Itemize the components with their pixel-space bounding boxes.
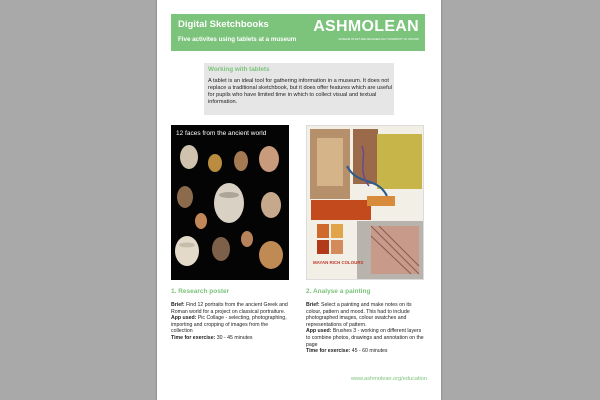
intro-title: Working with tablets [208, 66, 270, 73]
activity-2-description [306, 302, 426, 355]
logo-wordmark: ASHMOLEAN [313, 18, 419, 35]
footer-website-link[interactable]: www.ashmolean.org/education [350, 376, 427, 382]
time-text: 30 - 45 minutes [215, 334, 253, 341]
document-page [157, 0, 441, 400]
time-label: Time for exercise: [306, 348, 351, 355]
logo-tagline: MUSEUM OF ART AND ARCHAEOLOGY UNIVERSITY OF OXFORD [338, 38, 419, 41]
intro-box [204, 63, 394, 115]
painting-caption: MAYAN RICH COLOURS [313, 260, 364, 265]
ashmolean-logo [313, 17, 419, 41]
brief-label: Brief: [171, 302, 185, 308]
app-label: App used: [306, 328, 332, 335]
document-subtitle: Five activites using tablets at a museum [178, 36, 297, 43]
activity-1-description [171, 302, 291, 342]
app-text: Pic Collage - selecting, photographing, importing and cropping of images from the collection [171, 315, 287, 335]
activity-2-heading: 2. Analyse a painting [306, 288, 371, 295]
app-label: App used: [171, 315, 197, 322]
header-banner [171, 14, 425, 51]
intro-text: A tablet is an ideal tool for gathering information in a museum. It does not replace a traditional sketchbook, but it does offer features which are useful for pupils who have limited time in which to collect visual and textual information. [208, 78, 392, 105]
brief-label: Brief: [306, 302, 320, 308]
brief-text: Find 12 portraits from the ancient Greek and Roman world for a project on classical portraiture. [171, 302, 288, 315]
painting-analysis-image [306, 125, 424, 280]
faces-poster-image [171, 125, 289, 280]
app-text: Brushes 3 - working on different layers to combine photos, drawings and annotation on the page [306, 328, 424, 348]
faces-illustration [171, 125, 289, 280]
time-label: Time for exercise: [171, 334, 216, 341]
activity-1-heading: 1. Research poster [171, 288, 230, 295]
painting-collage [307, 126, 424, 280]
brief-text: Select a painting and make notes on its colour, pattern and mood. This had to include photographed images, colour swatches and representations of pattern. [306, 302, 412, 328]
document-title: Digital Sketchbooks [178, 19, 269, 30]
time-text: 45 - 60 minutes [350, 348, 388, 355]
poster-title: 12 faces from the ancient world [176, 130, 267, 137]
